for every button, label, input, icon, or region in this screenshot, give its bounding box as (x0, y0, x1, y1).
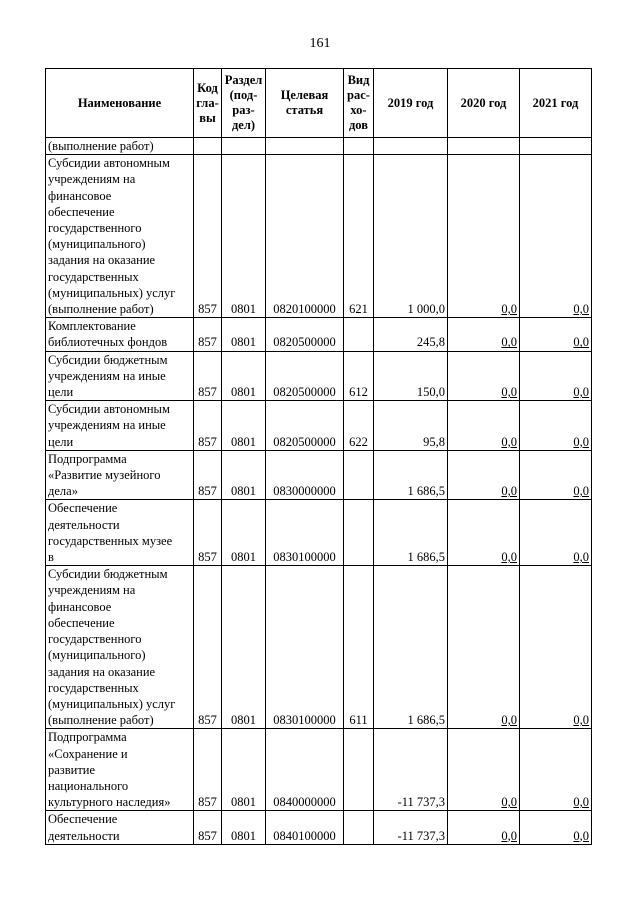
table-row (46, 811, 592, 844)
header-2021: 2021 год (520, 69, 592, 138)
cell-name-line: библиотечных фондов (48, 335, 168, 350)
cell-2019: 1 686,5 (374, 450, 448, 500)
cell-2021 (520, 138, 592, 155)
cell-target: 0830100000 (266, 566, 344, 729)
cell-target: 0820100000 (266, 155, 344, 318)
table-body (46, 138, 592, 845)
cell-name-line: Комплектование (48, 319, 136, 334)
cell-section: 0801 (222, 318, 266, 351)
cell-name-line: «Сохранение и (48, 746, 128, 761)
cell-code: 857 (194, 566, 222, 729)
cell-name-line: государственных (48, 680, 139, 695)
cell-2020: 0,0 (448, 318, 520, 351)
cell-name-line: национального (48, 778, 129, 793)
cell-name-line: обеспечение (48, 204, 115, 219)
cell-2021: 0,0 (520, 729, 592, 811)
cell-name-line: учреждениям на иные (48, 368, 166, 383)
cell-2019: 1 686,5 (374, 500, 448, 566)
header-type (344, 69, 374, 138)
cell-2021: 0,0 (520, 500, 592, 566)
cell-name-line: финансовое (48, 599, 112, 614)
cell-2020: 0,0 (448, 450, 520, 500)
header-target-line: Целевая (280, 88, 329, 102)
table-row (46, 450, 592, 500)
cell-name-line: цели (48, 385, 74, 400)
cell-name-line: учреждениям на (48, 583, 136, 598)
cell-code: 857 (194, 155, 222, 318)
cell-name-line: государственного (48, 221, 142, 236)
cell-name-line: (муниципального) (48, 237, 146, 252)
cell-2021: 0,0 (520, 351, 592, 401)
header-type-line: хо- (350, 103, 367, 117)
table-row (46, 729, 592, 811)
cell-2019: 1 000,0 (374, 155, 448, 318)
header-code-line: вы (199, 110, 216, 125)
cell-section: 0801 (222, 450, 266, 500)
cell-name (46, 566, 194, 729)
cell-2019: 1 686,5 (374, 566, 448, 729)
cell-code: 857 (194, 500, 222, 566)
table-row (46, 351, 592, 401)
cell-name-line: государственного (48, 632, 142, 647)
cell-name-line: Обеспечение (48, 501, 118, 516)
cell-code: 857 (194, 450, 222, 500)
header-target-line: статья (285, 103, 324, 117)
table-row (46, 500, 592, 566)
cell-name (46, 318, 194, 351)
header-type-line: дов (348, 118, 368, 132)
cell-target: 0820500000 (266, 318, 344, 351)
cell-name (46, 729, 194, 811)
header-section-line: раз- (232, 103, 255, 117)
cell-type: 611 (344, 566, 374, 729)
cell-name-line: задания на оказание (48, 253, 156, 268)
cell-2020: 0,0 (448, 155, 520, 318)
cell-name (46, 811, 194, 844)
cell-type (344, 138, 374, 155)
cell-name-line: государственных (48, 269, 139, 284)
cell-type: 612 (344, 351, 374, 401)
header-2019: 2019 год (374, 69, 448, 138)
cell-2021: 0,0 (520, 401, 592, 451)
cell-name (46, 500, 194, 566)
cell-2019: 150,0 (374, 351, 448, 401)
header-2020: 2020 год (448, 69, 520, 138)
table-row (46, 318, 592, 351)
header-type-line: Вид (347, 73, 370, 87)
cell-section: 0801 (222, 401, 266, 451)
header-target (266, 69, 344, 138)
cell-name (46, 450, 194, 500)
cell-2019: -11 737,3 (374, 811, 448, 844)
cell-name-line: финансовое (48, 188, 112, 203)
header-section-line: Раздел (224, 73, 263, 87)
cell-target: 0830100000 (266, 500, 344, 566)
cell-name-line: «Развитие музейного (48, 468, 161, 483)
cell-name (46, 351, 194, 401)
cell-name-line: Субсидии автономным (48, 156, 170, 171)
cell-2019 (374, 138, 448, 155)
cell-2020: 0,0 (448, 566, 520, 729)
table-row (46, 566, 592, 729)
cell-2019: -11 737,3 (374, 729, 448, 811)
cell-section: 0801 (222, 155, 266, 318)
header-code-line: Код (197, 80, 218, 95)
cell-target: 0820500000 (266, 401, 344, 451)
cell-2019: 245,8 (374, 318, 448, 351)
cell-target: 0830000000 (266, 450, 344, 500)
cell-type: 621 (344, 155, 374, 318)
cell-type (344, 450, 374, 500)
cell-name-line: задания на оказание (48, 664, 156, 679)
cell-name-line: Субсидии бюджетным (48, 352, 168, 367)
cell-name-line: обеспечение (48, 615, 115, 630)
cell-code: 857 (194, 351, 222, 401)
cell-section: 0801 (222, 811, 266, 844)
cell-name-line: деятельности (48, 828, 120, 843)
cell-name-line: (выполнение работ) (48, 713, 154, 728)
cell-target (266, 138, 344, 155)
header-name: Наименование (46, 69, 194, 138)
cell-name-line: Подпрограмма (48, 730, 127, 745)
cell-name-line: (муниципальных) услуг (48, 696, 176, 711)
cell-section: 0801 (222, 729, 266, 811)
table-row (46, 155, 592, 318)
header-section-line: дел) (231, 118, 256, 132)
cell-2021: 0,0 (520, 155, 592, 318)
cell-code: 857 (194, 318, 222, 351)
cell-name-line: (выполнение работ) (48, 302, 154, 317)
cell-name-line: (выполнение работ) (48, 139, 154, 153)
cell-2020 (448, 138, 520, 155)
cell-name-line: Обеспечение (48, 812, 118, 827)
cell-2021: 0,0 (520, 318, 592, 351)
cell-target: 0820500000 (266, 351, 344, 401)
cell-name-line: Подпрограмма (48, 451, 127, 466)
cell-code: 857 (194, 811, 222, 844)
cell-2021: 0,0 (520, 811, 592, 844)
table-header-row (46, 69, 592, 138)
cell-2021: 0,0 (520, 566, 592, 729)
cell-name-line: дела» (48, 484, 78, 499)
header-code (194, 69, 222, 138)
table-row (46, 138, 592, 155)
cell-2021: 0,0 (520, 450, 592, 500)
cell-code: 857 (194, 729, 222, 811)
cell-name-line: деятельности (48, 517, 120, 532)
page-number: 161 (309, 36, 331, 51)
cell-target: 0840100000 (266, 811, 344, 844)
cell-2020: 0,0 (448, 401, 520, 451)
cell-name-line: цели (48, 434, 74, 449)
header-type-line: рас- (347, 88, 370, 102)
table-row (46, 401, 592, 451)
cell-2020: 0,0 (448, 729, 520, 811)
cell-code: 857 (194, 401, 222, 451)
header-section (222, 69, 266, 138)
cell-name-line: культурного наследия» (48, 795, 171, 810)
cell-2020: 0,0 (448, 351, 520, 401)
cell-type (344, 500, 374, 566)
cell-name-line: в (48, 550, 54, 565)
cell-code (194, 138, 222, 155)
cell-name (46, 155, 194, 318)
cell-name-line: (муниципального) (48, 648, 146, 663)
header-section-line: (под- (229, 88, 258, 102)
cell-section: 0801 (222, 500, 266, 566)
cell-2020: 0,0 (448, 811, 520, 844)
cell-2019: 95,8 (374, 401, 448, 451)
cell-name (46, 401, 194, 451)
budget-table (45, 68, 592, 845)
cell-section: 0801 (222, 351, 266, 401)
cell-2020: 0,0 (448, 500, 520, 566)
cell-type (344, 318, 374, 351)
cell-name-line: государственных музее (48, 533, 173, 548)
cell-name-line: Субсидии автономным (48, 402, 170, 417)
cell-name-line: развитие (48, 762, 96, 777)
header-code-line: гла- (196, 95, 219, 110)
cell-section: 0801 (222, 566, 266, 729)
cell-type (344, 811, 374, 844)
cell-name-line: учреждениям на иные (48, 418, 166, 433)
cell-name-line: учреждениям на (48, 172, 136, 187)
cell-type (344, 729, 374, 811)
cell-type: 622 (344, 401, 374, 451)
cell-section (222, 138, 266, 155)
cell-target: 0840000000 (266, 729, 344, 811)
cell-name-line: (муниципальных) услуг (48, 285, 176, 300)
cell-name (46, 138, 194, 155)
cell-name-line: Субсидии бюджетным (48, 567, 168, 582)
